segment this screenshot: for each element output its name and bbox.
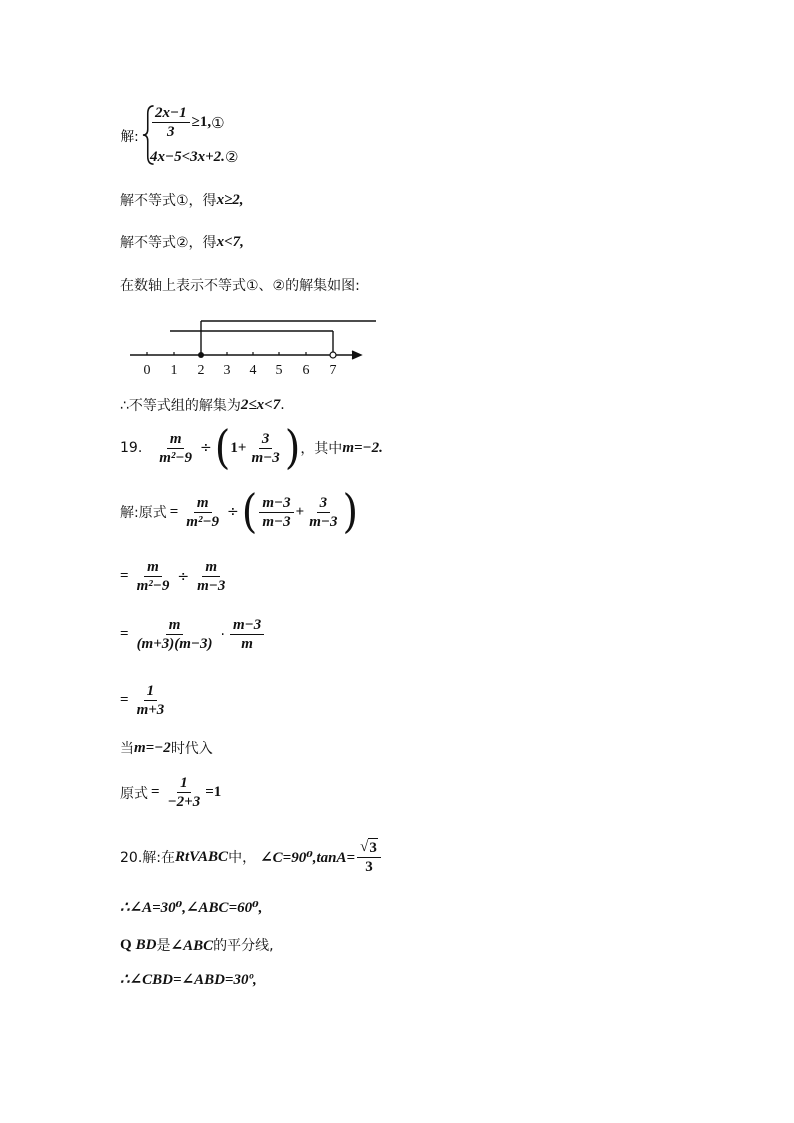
solution-set-line (120, 395, 285, 415)
q20-line-b: ∴∠A=30⁰,∠ABC=60⁰, (120, 900, 263, 916)
line1-math: x≥2, (216, 191, 244, 208)
eq2-mark: ② (224, 148, 239, 166)
number-line-figure (128, 312, 378, 382)
tick-label-5: 5 (275, 363, 283, 378)
eq2-text: 4x−5<3x+2. (150, 148, 225, 165)
q20-line-c: Q BD 是 ∠ABC 的平分线, (120, 936, 274, 954)
eq1-denominator: 3 (167, 124, 175, 140)
q19-text: ，其中 (300, 441, 343, 457)
line4-math: 2≤x<7 (240, 396, 281, 413)
axis-arrow (352, 351, 361, 359)
tick-label-1: 1 (170, 363, 178, 378)
line1-text: 解不等式①，得 (120, 193, 217, 209)
line4-suffix: . (280, 397, 285, 413)
q20-triangle: RtVABC (174, 848, 229, 865)
tick-label-4: 4 (249, 363, 257, 378)
q19-label: 19. (120, 440, 143, 456)
q20-fraction: √ 3 3 (357, 838, 381, 876)
tick-label-3: 3 (223, 363, 231, 378)
solid-point (198, 352, 204, 358)
q20-angle: ∠C=90⁰,tanA= (260, 849, 356, 866)
system-equation-2 (150, 148, 238, 166)
q19-condition: m=−2. (342, 439, 383, 456)
line3-text: 在数轴上表示不等式①、②的解集如图: (120, 278, 360, 294)
numberline-caption (120, 275, 360, 295)
q20-line-d: ∴∠CBD=∠ABD=30º, (120, 972, 257, 988)
eq1-mark: ① (211, 113, 225, 132)
tick-label-6: 6 (302, 363, 310, 378)
q20-label: 20.解:在 (120, 850, 175, 866)
system-equation-1 (150, 104, 225, 141)
q19-fraction-2: $\frac{3}{m-3}$ (251, 430, 280, 466)
eq1-fraction (152, 104, 190, 141)
q19-divide: ÷ (200, 440, 212, 456)
step-3: = $\frac{m}{(m+3)(m-3)}$ · $\frac{m-3}{m}$ (120, 616, 266, 653)
q19-fraction-1: $\frac{m}{\text{m²−9}}$ (159, 430, 193, 466)
step-6: 原式 = $\frac{1}{-2+3}$ =1 (120, 775, 222, 810)
solve-inequality-2 (120, 232, 244, 252)
question-20: 20.解:在 RtVABC 中， ∠C=90⁰,tanA= √ 3 3 (120, 838, 383, 876)
tick-label-2: 2 (197, 363, 205, 378)
system-jie-label: 解: (120, 128, 139, 145)
line2-text: 解不等式②，得 (120, 235, 217, 251)
eq1-rest: ≥1, (191, 114, 212, 130)
eq1-numerator: 2x−1 (152, 104, 190, 123)
step-2: = $\frac{m}{\text{m²−9}}$ ÷ $\frac{m}{m-3}$ (120, 559, 226, 594)
step-5: 当 m=−2 时代入 (120, 739, 213, 757)
step-4: = $\frac{1}{m+3}$ (120, 683, 165, 718)
solve-inequality-1 (120, 190, 244, 210)
line2-math: x<7, (216, 233, 244, 250)
open-point (330, 352, 336, 358)
tick-label-7: 7 (329, 363, 337, 378)
line4-prefix: ∴不等式组的解集为 (120, 398, 241, 414)
tick-label-0: 0 (143, 363, 151, 378)
step-1: 解:原式 = $\frac{m}{\text{m²−9}}$ ÷ ( $\frac{m-3}{m-3}$ + $\frac{3}{m-3}$ ) (120, 485, 359, 539)
q19-one-plus: 1+ (230, 439, 247, 456)
s1-prefix: 解:原式 (120, 505, 167, 521)
question-19: 19. $\frac{m}{\text{m²−9}}$ ÷ ( 1+ $\frac{3}{m-3}$ ) ，其中 m=−2. (120, 421, 383, 475)
